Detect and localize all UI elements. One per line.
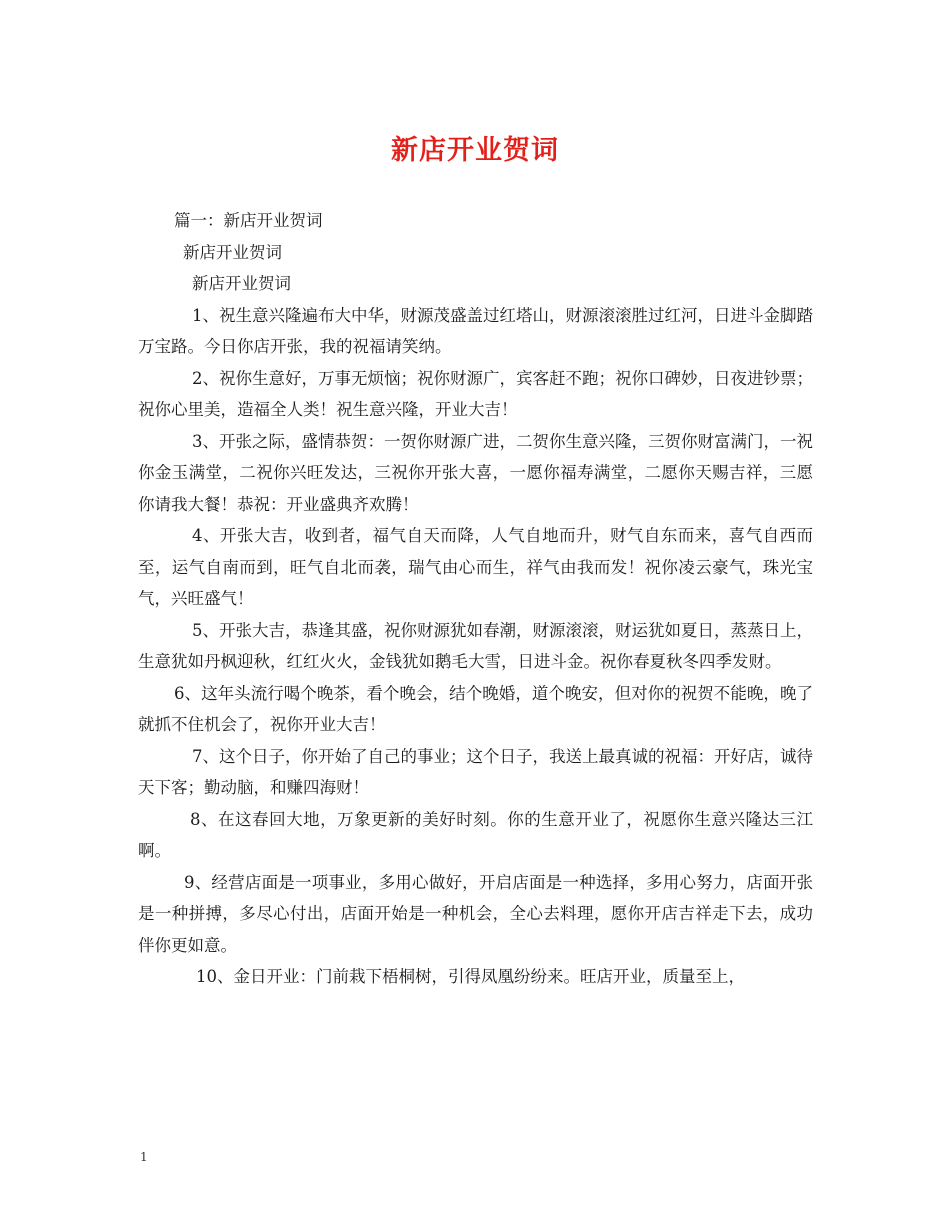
page-number: 1 bbox=[140, 1150, 148, 1164]
greeting-paragraph-10: 10、金日开业：门前栽下梧桐树，引得凤凰纷纷来。旺店开业，质量至上， bbox=[196, 967, 745, 986]
greeting-paragraph-8: 8、在这春回大地，万象更新的美好时刻。你的生意开业了，祝愿你生意兴隆达三江啊。 bbox=[138, 809, 813, 860]
greeting-paragraph-2: 2、祝你生意好，万事无烦恼；祝你财源广，宾客赶不跑；祝你口碑妙，日夜进钞票；祝你心里美，造福全人类！祝生意兴隆，开业大吉！ bbox=[138, 368, 813, 419]
section-heading: 篇一：新店开业贺词 bbox=[174, 211, 323, 230]
greeting-paragraph-6: 6、这年头流行喝个晚茶，看个晚会，结个晚婚，道个晚安，但对你的祝贺不能晚，晚了就抓不住机会了，祝你开业大吉！ bbox=[138, 683, 813, 734]
subheading: 新店开业贺词 bbox=[192, 274, 291, 293]
greeting-paragraph-9: 9、经营店面是一项事业，多用心做好，开启店面是一种选择，多用心努力，店面开张是一种拼搏，多尽心付出，店面开始是一种机会，全心去料理，愿你开店吉祥走下去，成功伴你更如意。 bbox=[138, 872, 813, 955]
document-title: 新店开业贺词 bbox=[391, 135, 559, 166]
subheading: 新店开业贺词 bbox=[183, 242, 282, 262]
greeting-paragraph-5: 5、开张大吉，恭逢其盛，祝你财源犹如春潮，财源滚滚，财运犹如夏日，蒸蒸日上，生意犹如丹枫迎秋，红红火火，金钱犹如鹅毛大雪，日进斗金。祝你春夏秋冬四季发财。 bbox=[138, 620, 813, 671]
greeting-paragraph-1: 1、祝生意兴隆遍布大中华，财源茂盛盖过红塔山，财源滚滚胜过红河，日进斗金脚踏万宝路。今日你店开张，我的祝福请笑纳。 bbox=[138, 305, 813, 356]
greeting-paragraph-3: 3、开张之际，盛情恭贺：一贺你财源广进，二贺你生意兴隆，三贺你财富满门，一祝你金玉满堂，二祝你兴旺发达，三祝你开张大喜，一愿你福寿满堂，二愿你天赐吉祥，三愿你请我大餐！恭祝：开业盛典齐欢腾！ bbox=[138, 431, 813, 514]
greeting-paragraph-7: 7、这个日子，你开始了自己的事业；这个日子，我送上最真诚的祝福：开好店，诚待天下客；勤动脑，和赚四海财！ bbox=[138, 746, 813, 797]
document-body bbox=[138, 205, 813, 993]
greeting-paragraph-4: 4、开张大吉，收到者，福气自天而降，人气自地而升，财气自东而来，喜气自西而至，运气自南而到，旺气自北而袭，瑞气由心而生，祥气由我而发！祝你凌云豪气，珠光宝气，兴旺盛气！ bbox=[138, 526, 813, 608]
